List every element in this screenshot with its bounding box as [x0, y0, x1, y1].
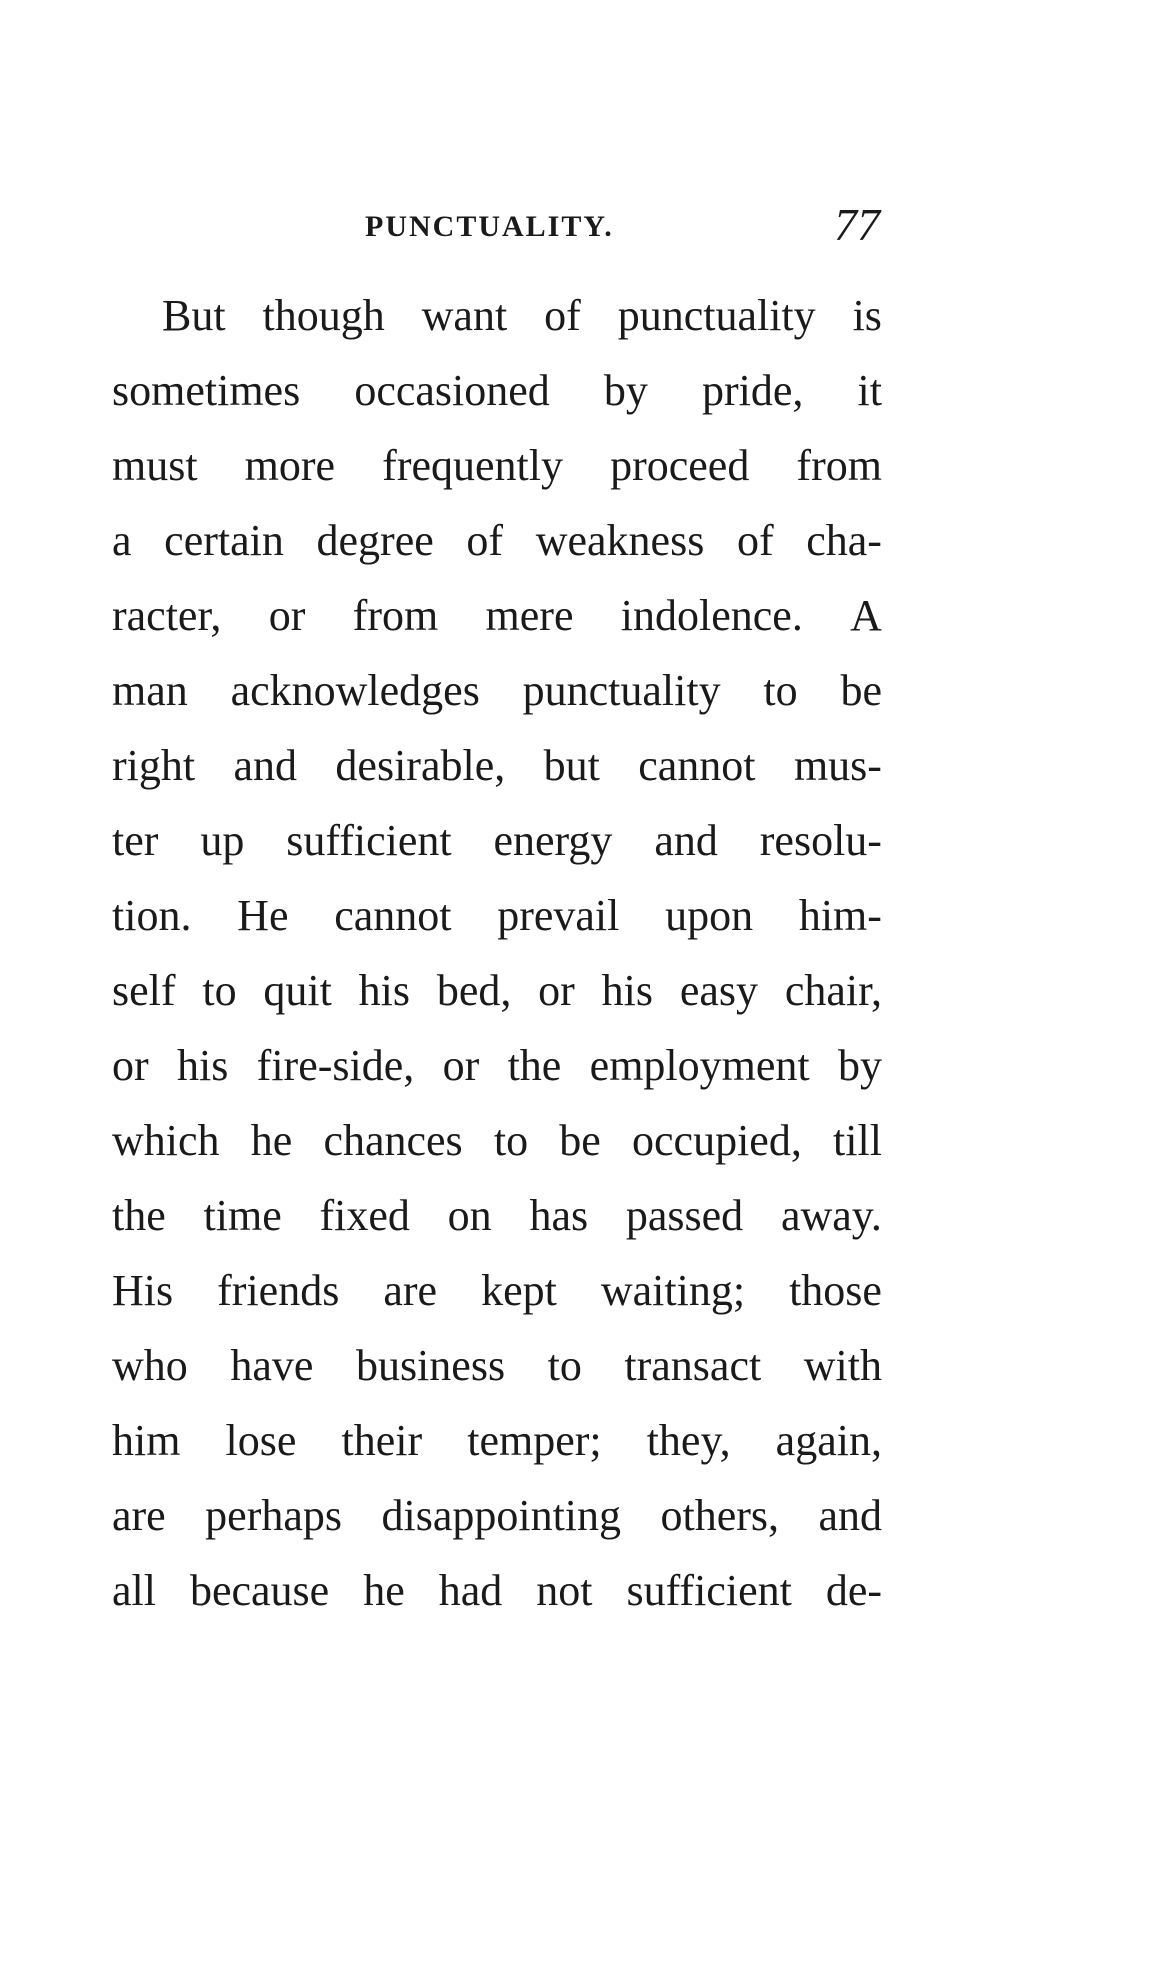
line-word: his	[358, 966, 411, 1015]
line-word: though	[262, 291, 385, 340]
line-word: passed	[625, 1191, 744, 1240]
text-line	[112, 728, 882, 803]
line-word: weakness	[535, 516, 705, 565]
line-word: others,	[660, 1491, 780, 1540]
line-word: and	[233, 741, 298, 790]
line-word: acknowledges	[230, 666, 480, 715]
line-word: up	[200, 816, 245, 865]
running-head-title: PUNCTUALITY.	[365, 210, 614, 243]
line-word: cha-	[806, 516, 882, 565]
line-word: but	[543, 741, 600, 790]
line-word: by	[603, 366, 648, 415]
line-word: because	[189, 1566, 330, 1615]
line-word: fixed	[319, 1191, 410, 1240]
line-word: kept	[481, 1266, 557, 1315]
line-word: they,	[646, 1416, 731, 1465]
line-word: degree	[316, 516, 434, 565]
line-word: has	[529, 1191, 589, 1240]
line-word: his	[601, 966, 653, 1015]
line-word: employment	[589, 1041, 810, 1090]
body-text	[112, 278, 882, 1628]
line-word: or	[112, 1041, 149, 1090]
line-word: those	[789, 1266, 882, 1315]
line-word: ter	[112, 816, 159, 865]
line-word: it	[857, 366, 882, 415]
line-word: sufficient	[286, 816, 452, 865]
line-word: lose	[225, 1416, 297, 1465]
line-word: sufficient	[626, 1566, 792, 1615]
line-word: resolu-	[759, 816, 882, 865]
text-line	[112, 953, 882, 1028]
running-head	[112, 196, 888, 256]
line-word: time	[203, 1191, 282, 1240]
text-line	[112, 878, 882, 953]
line-word: away.	[780, 1191, 882, 1240]
text-line	[112, 1178, 882, 1253]
line-word: occasioned	[354, 366, 550, 415]
line-word: A	[850, 591, 882, 640]
line-word: be	[559, 1116, 601, 1165]
text-line	[112, 803, 882, 878]
text-line	[112, 278, 882, 353]
line-word: bed,	[436, 966, 512, 1015]
line-word: cannot	[334, 891, 452, 940]
line-word: perhaps	[205, 1491, 343, 1540]
line-word: till	[833, 1116, 882, 1165]
line-word: prevail	[497, 891, 620, 940]
line-word: all	[112, 1566, 156, 1615]
text-line	[112, 353, 882, 428]
line-word: quit	[263, 966, 332, 1015]
line-word: which	[112, 1116, 220, 1165]
line-word: transact	[624, 1341, 762, 1390]
line-word: have	[230, 1341, 314, 1390]
line-word: from	[352, 591, 439, 640]
text-line	[112, 1253, 882, 1328]
line-word: self	[112, 966, 176, 1015]
line-word: mere	[485, 591, 574, 640]
line-word: are	[383, 1266, 438, 1315]
line-word: His	[112, 1266, 174, 1315]
line-word: indolence.	[620, 591, 803, 640]
line-word: occupied,	[632, 1116, 802, 1165]
line-word: proceed	[610, 441, 750, 490]
line-word: of	[736, 516, 774, 565]
line-word: friends	[217, 1266, 340, 1315]
line-word: pride,	[702, 366, 804, 415]
line-word: easy	[679, 966, 758, 1015]
text-line	[112, 1103, 882, 1178]
text-line	[112, 428, 882, 503]
line-word: chair,	[784, 966, 882, 1015]
line-word: waiting;	[600, 1266, 746, 1315]
line-word: or	[538, 966, 575, 1015]
line-word: chances	[323, 1116, 463, 1165]
text-line	[112, 1028, 882, 1103]
line-word: and	[818, 1491, 882, 1540]
line-word: to	[763, 666, 798, 715]
line-word: to	[202, 966, 237, 1015]
line-word: had	[438, 1566, 503, 1615]
line-word: racter,	[112, 591, 222, 640]
line-word: right	[112, 741, 196, 790]
line-word: punctuality	[522, 666, 721, 715]
line-word: cannot	[638, 741, 756, 790]
line-word: again,	[775, 1416, 882, 1465]
line-word: mus-	[793, 741, 882, 790]
line-word: must	[112, 441, 198, 490]
line-word: tion.	[112, 891, 192, 940]
line-word: from	[796, 441, 882, 490]
line-word: are	[112, 1491, 166, 1540]
line-word: with	[803, 1341, 882, 1390]
line-word: he	[250, 1116, 293, 1165]
line-word: by	[837, 1041, 882, 1090]
text-line	[112, 653, 882, 728]
line-word: on	[447, 1191, 492, 1240]
line-word: sometimes	[112, 366, 301, 415]
line-word: punctuality	[617, 291, 816, 340]
line-word: frequently	[382, 441, 563, 490]
text-line	[112, 1403, 882, 1478]
line-word: to	[493, 1116, 529, 1165]
line-word: of	[544, 291, 581, 340]
line-word: He	[237, 891, 289, 940]
line-word: to	[547, 1341, 582, 1390]
line-word: disappointing	[381, 1491, 622, 1540]
line-word: is	[852, 291, 882, 340]
line-word: not	[536, 1566, 593, 1615]
line-word: who	[112, 1341, 188, 1390]
line-word: their	[341, 1416, 423, 1465]
line-word: the	[507, 1041, 562, 1090]
line-word: more	[244, 441, 336, 490]
text-line	[112, 1553, 882, 1628]
line-word: upon	[665, 891, 754, 940]
line-word: desirable,	[335, 741, 506, 790]
line-word: him-	[798, 891, 882, 940]
line-word: he	[363, 1566, 405, 1615]
line-word: But	[162, 291, 226, 340]
line-word: man	[112, 666, 188, 715]
line-word: the	[112, 1191, 166, 1240]
line-word: certain	[164, 516, 284, 565]
line-word: him	[112, 1416, 181, 1465]
line-word: temper;	[467, 1416, 602, 1465]
line-word: and	[654, 816, 718, 865]
text-line	[112, 1478, 882, 1553]
text-line	[112, 1328, 882, 1403]
line-word: or	[442, 1041, 480, 1090]
line-word: a	[112, 516, 132, 565]
text-line	[112, 503, 882, 578]
text-line	[112, 578, 882, 653]
line-word: fire-side,	[256, 1041, 415, 1090]
line-word: energy	[493, 816, 613, 865]
line-word: his	[176, 1041, 229, 1090]
line-word: of	[466, 516, 504, 565]
line-word: want	[421, 291, 508, 340]
line-word: de-	[825, 1566, 882, 1615]
line-word: or	[268, 591, 306, 640]
page-number: 77	[834, 199, 880, 250]
line-word: business	[355, 1341, 506, 1390]
line-word: be	[840, 666, 882, 715]
